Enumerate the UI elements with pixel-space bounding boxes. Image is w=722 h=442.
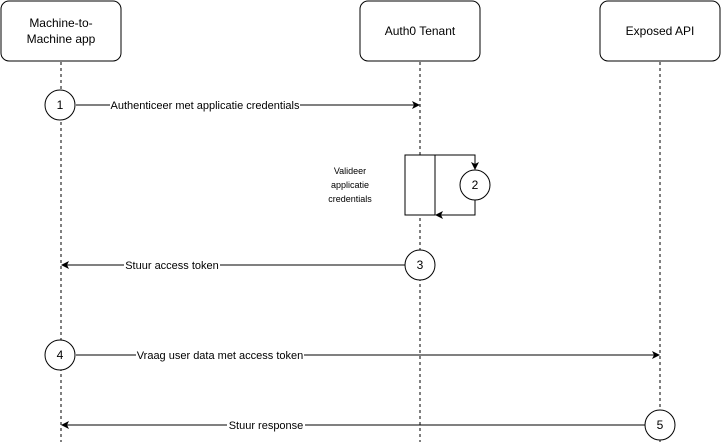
participant-m2m-label-line-2: Machine app bbox=[26, 32, 96, 46]
step-5-number: 5 bbox=[656, 418, 664, 432]
message-1-label: Authenticeer met applicatie credentials bbox=[110, 100, 300, 112]
message-3-label: Stuur access token bbox=[125, 260, 219, 272]
message-4-label: Vraag user data met access token bbox=[136, 350, 304, 362]
message-1 bbox=[45, 90, 419, 120]
message-5 bbox=[62, 410, 675, 440]
participant-api-label: Exposed API bbox=[625, 24, 695, 38]
activation-box bbox=[405, 155, 435, 215]
step-1-number: 1 bbox=[56, 98, 64, 112]
step-4-number: 4 bbox=[56, 348, 64, 362]
participant-m2m bbox=[1, 1, 121, 61]
message-3 bbox=[62, 250, 435, 280]
message-5-label: Stuur response bbox=[228, 420, 304, 432]
participant-api bbox=[600, 1, 720, 61]
participant-auth0 bbox=[360, 1, 480, 61]
participant-m2m-label-line-1: Machine-to- bbox=[29, 16, 93, 30]
message-4 bbox=[45, 340, 659, 370]
message-2 bbox=[328, 155, 490, 215]
message-2-label-line-1: Valideer bbox=[333, 166, 367, 176]
step-2-number: 2 bbox=[471, 178, 479, 192]
participant-auth0-label: Auth0 Tenant bbox=[384, 24, 456, 38]
message-2-label-line-2: applicatie bbox=[330, 180, 370, 190]
step-3-number: 3 bbox=[416, 258, 424, 272]
message-2-label-line-3: credentials bbox=[328, 194, 372, 204]
